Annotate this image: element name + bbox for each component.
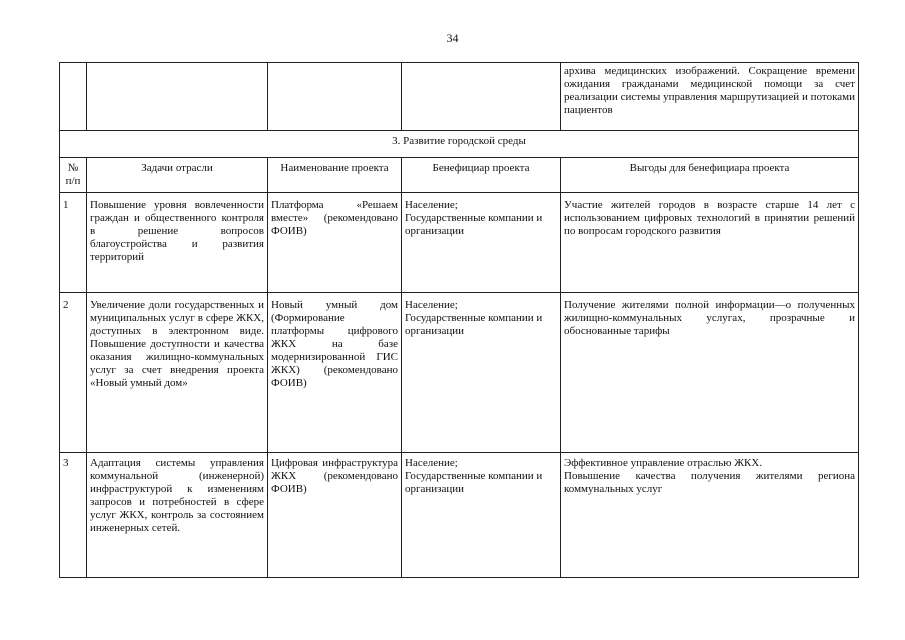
row-num: 2 [60, 293, 87, 453]
continuation-row [60, 63, 859, 131]
header-beneficiary: Бенефициар проекта [402, 158, 561, 193]
row-project: Новый умный дом (Формирование платформы цифрового ЖКХ на базе модернизированной ГИС ЖКХ) (рекомендовано ФОИВ) [268, 293, 402, 453]
row-task: Повышение уровня вовлеченности граждан и общественного контроля в решение вопросов благоустройства и развития территорий [87, 193, 268, 293]
beneficiary-line: Государственные компании и организации [405, 470, 543, 495]
cell-num [60, 63, 87, 131]
row-num: 3 [60, 453, 87, 578]
header-project: Наименование проекта [268, 158, 402, 193]
beneficiary-line: Население; [405, 299, 458, 311]
row-task: Адаптация системы управления коммунальной (инженерной) инфраструктурой к изменениям запросов и потребностей в сфере услуг ЖКХ, контроль за состоянием инженерных сетей. [87, 453, 268, 578]
cell-beneficiary [402, 63, 561, 131]
section-row [60, 131, 859, 158]
beneficiary-line: Население; [405, 457, 458, 469]
table-row [60, 293, 859, 453]
row-num: 1 [60, 193, 87, 293]
row-benefits [561, 293, 859, 453]
projects-table [59, 62, 859, 578]
page-number: 34 [446, 31, 459, 45]
beneficiary-line: Государственные компании и организации [405, 212, 543, 237]
beneficiary-line: Население; [405, 199, 458, 211]
cell-project [268, 63, 402, 131]
benefits-line: Повышение качества получения жителями региона коммунальных услуг [564, 470, 855, 495]
row-beneficiary [402, 453, 561, 578]
table-row [60, 453, 859, 578]
benefits-line: Эффективное управление отраслью ЖКХ. [564, 457, 763, 469]
row-task: Увеличение доли государственных и муниципальных услуг в сфере ЖКХ, доступных в электронном виде. Повышение доступности и качества оказания жилищно-коммунальных услуг за счет внедрения проекта «Новый умный дом» [87, 293, 268, 453]
row-project: Платформа «Решаем вместе» (рекомендовано ФОИВ) [268, 193, 402, 293]
row-benefits [561, 193, 859, 293]
benefits-line: Получение жителями полной информации—о полученных жилищно-коммунальных услугах, прозрачные и обоснованные тарифы [564, 299, 855, 337]
header-num-line1: № [67, 162, 79, 174]
header-num-line2: п/п [65, 175, 81, 187]
row-benefits [561, 453, 859, 578]
cell-task [87, 63, 268, 131]
row-beneficiary [402, 293, 561, 453]
row-project: Цифровая инфраструктура ЖКХ (рекомендовано ФОИВ) [268, 453, 402, 578]
header-benefits: Выгоды для бенефициара проекта [561, 158, 859, 193]
header-num [60, 158, 87, 193]
cell-benefits: архива медицинских изображений. Сокращение времени ожидания гражданами медицинской помощи за счет реализации системы управления маршрутизацией и потоками пациентов [561, 63, 859, 131]
table-row [60, 193, 859, 293]
header-tasks: Задачи отрасли [87, 158, 268, 193]
benefits-line: Участие жителей городов в возрасте старше 14 лет с использованием цифровых технологий в принятии решений по вопросам городского развития [564, 199, 855, 237]
header-row [60, 158, 859, 193]
beneficiary-line: Государственные компании и организации [405, 312, 543, 337]
row-beneficiary [402, 193, 561, 293]
section-title: 3. Развитие городской среды [60, 131, 859, 158]
